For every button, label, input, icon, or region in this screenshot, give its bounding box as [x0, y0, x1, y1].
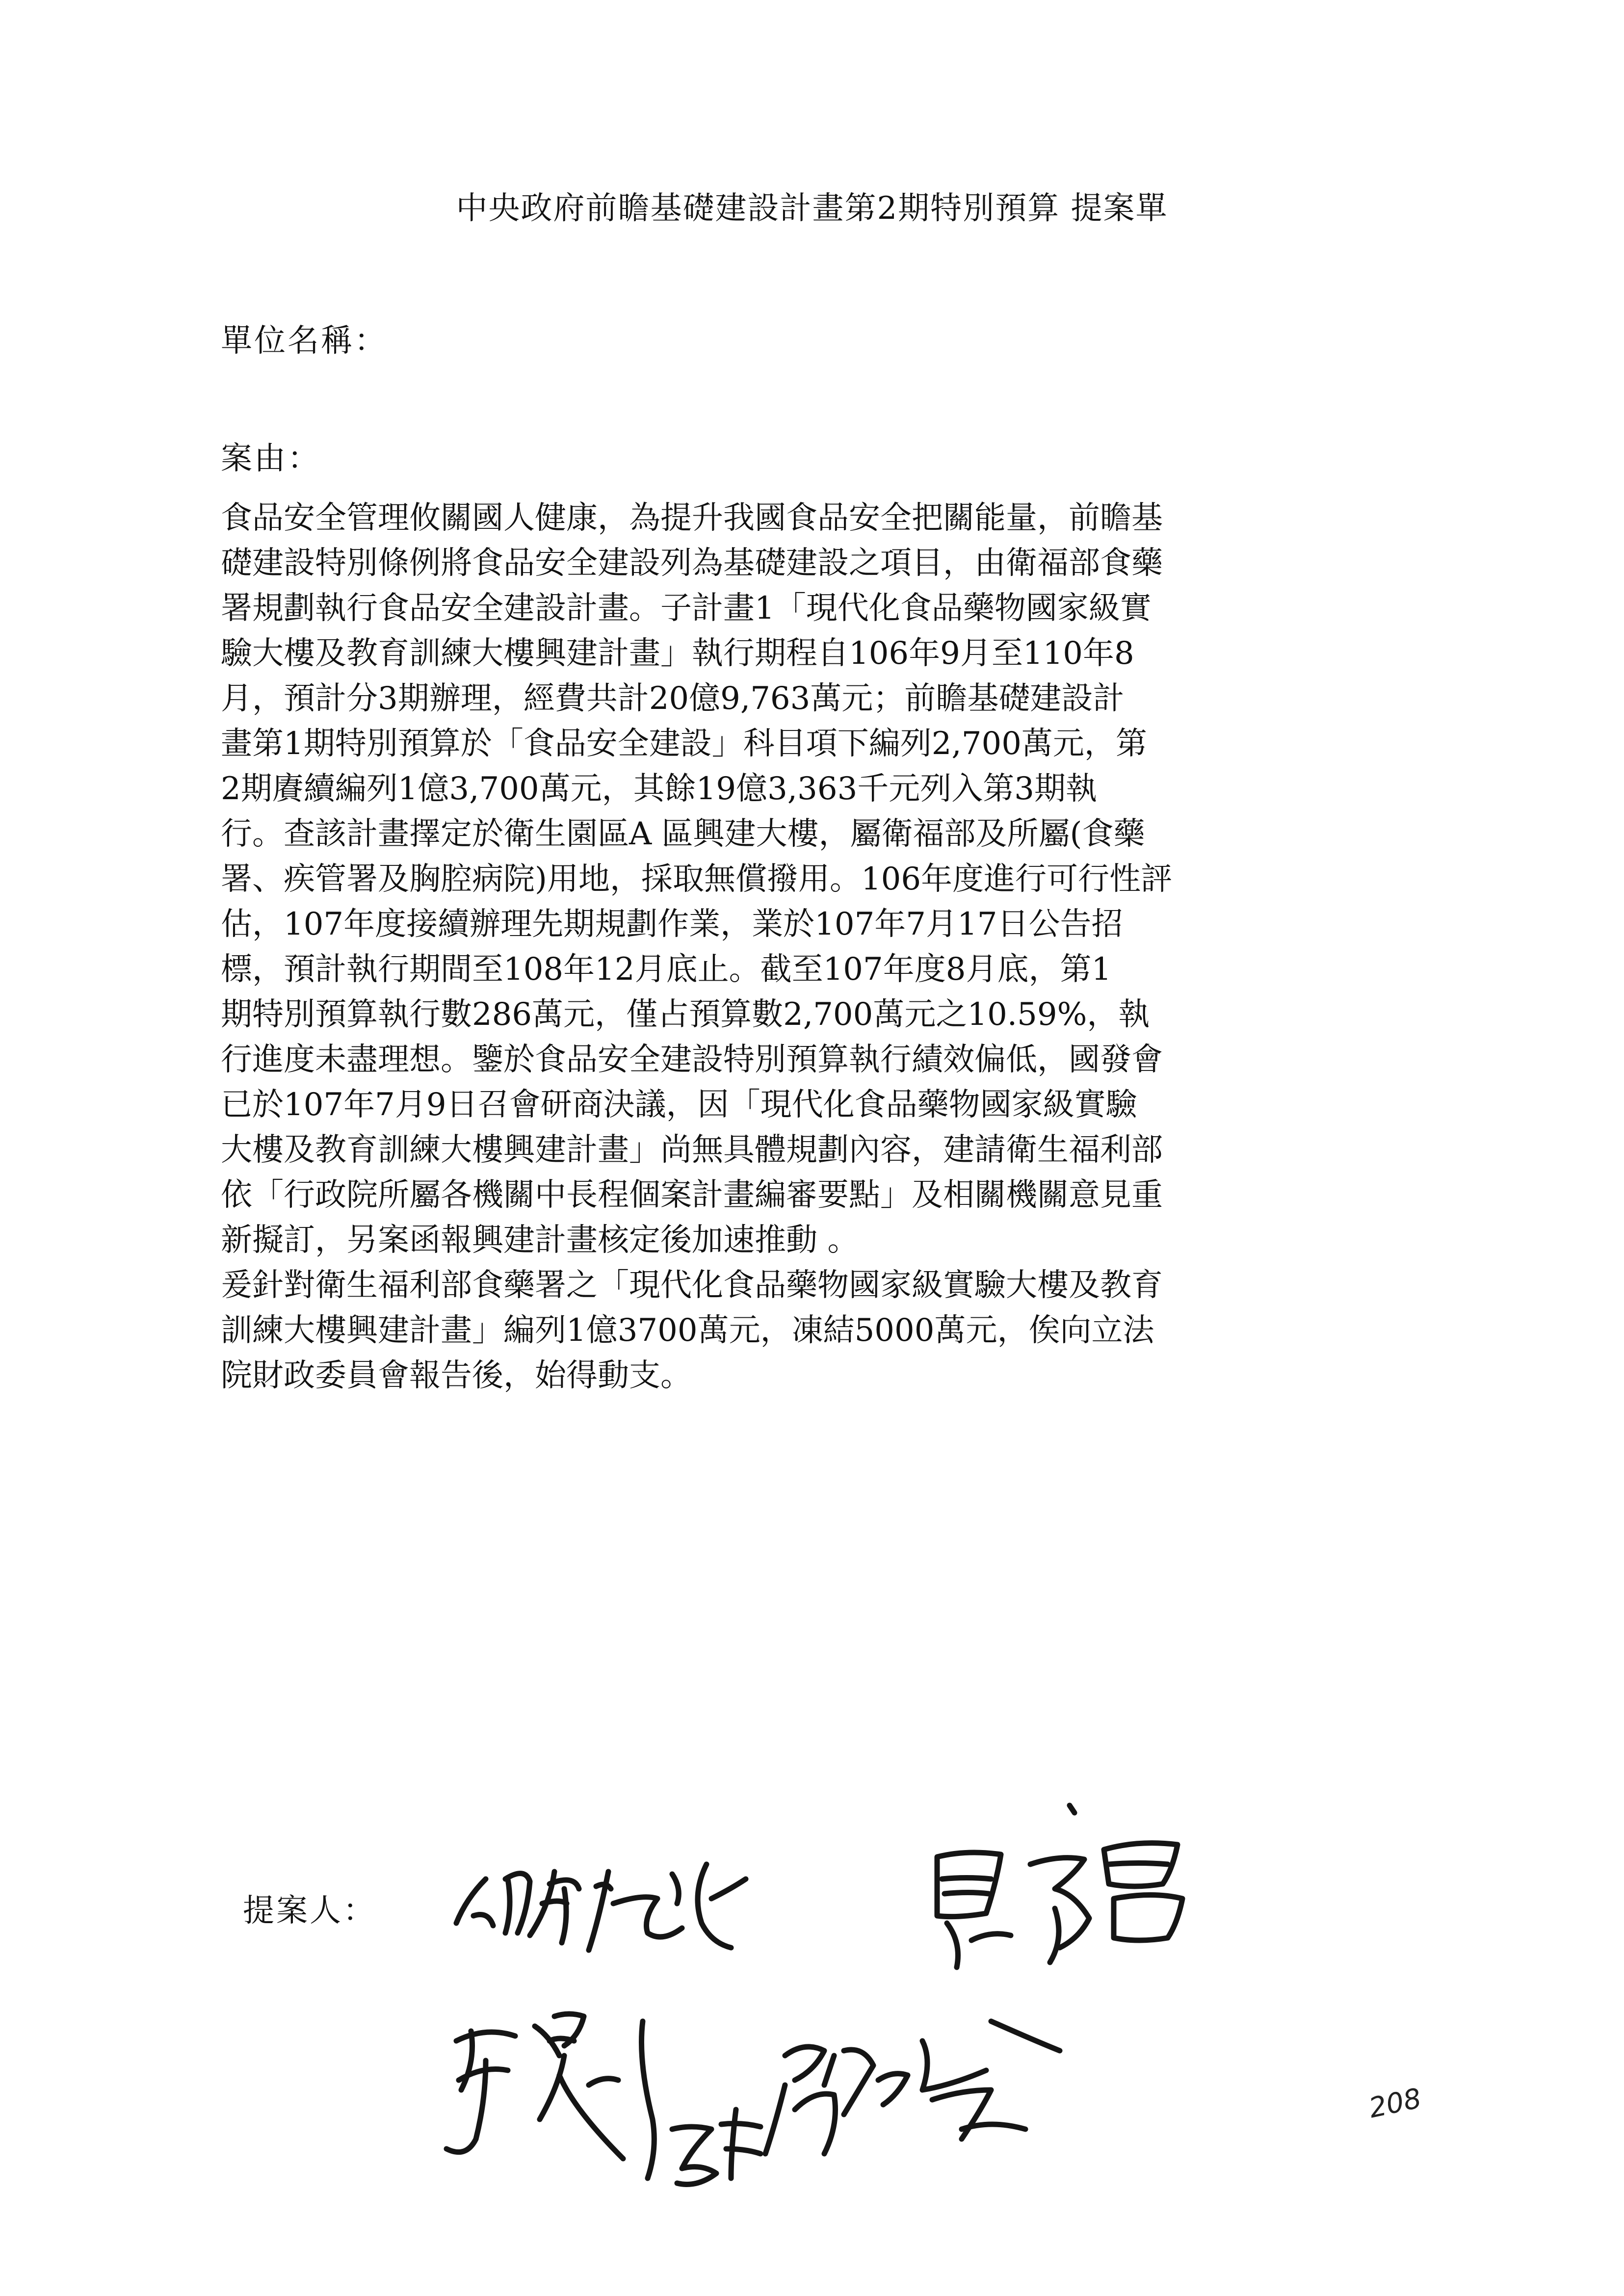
body-line: 署規劃執行食品安全建設計畫。子計畫1「現代化食品藥物國家級實: [221, 590, 1152, 626]
signature-4: [672, 2021, 1060, 2185]
body-line: 月，預計分3期辦理，經費共計20億9,763萬元；前瞻基礎建設計: [221, 680, 1125, 717]
proposer-label: 提案人：: [243, 1893, 376, 1929]
signature-3: [446, 2014, 654, 2178]
body-line: 2期賡續編列1億3,700萬元，其餘19億3,363千元列入第3期執: [221, 771, 1098, 807]
body-line: 爰針對衛生福利部食藥署之「現代化食品藥物國家級實驗大樓及教育: [221, 1267, 1163, 1304]
page-title: 中央政府前瞻基礎建設計畫第2期特別預算 提案單: [456, 190, 1168, 227]
body-line: 標，預計執行期間至108年12月底止。截至107年度8月底，第1: [221, 951, 1112, 988]
body-line: 訓練大樓興建計畫」編列1億3700萬元，凍結5000萬元，俟向立法: [221, 1312, 1154, 1349]
body-line: 畫第1期特別預算於「食品安全建設」科目項下編列2,700萬元，第: [221, 726, 1147, 762]
reason-label: 案由：: [221, 441, 321, 477]
page-number: 208: [1366, 2082, 1424, 2125]
body-line: 院財政委員會報告後，始得動支。: [221, 1357, 692, 1394]
signature-2: [937, 1805, 1182, 1967]
reason-body: [221, 496, 1398, 1398]
body-line: 行進度未盡理想。鑒於食品安全建設特別預算執行績效偏低，國發會: [221, 1042, 1163, 1078]
body-line: 新擬訂，另案函報興建計畫核定後加速推動 。: [221, 1222, 859, 1258]
body-line: 署、疾管署及胸腔病院)用地，採取無償撥用。106年度進行可行性評: [221, 861, 1173, 897]
body-line: 依「行政院所屬各機關中長程個案計畫編審要點」及相關機關意見重: [221, 1177, 1163, 1213]
body-line: 驗大樓及教育訓練大樓興建計畫」執行期程自106年9月至110年8: [221, 635, 1134, 672]
body-line: 大樓及教育訓練大樓興建計畫」尚無具體規劃內容，建請衛生福利部: [221, 1132, 1163, 1168]
body-line: 行。查該計畫擇定於衛生園區A 區興建大樓，屬衛福部及所屬(食藥: [221, 816, 1145, 852]
signature-1: [456, 1864, 746, 1950]
body-line: 期特別預算執行數286萬元，僅占預算數2,700萬元之10.59%，執: [221, 996, 1150, 1033]
body-line: 礎建設特別條例將食品安全建設列為基礎建設之項目，由衛福部食藥: [221, 545, 1163, 581]
body-line: 食品安全管理攸關國人健康，為提升我國食品安全把關能量，前瞻基: [221, 500, 1163, 536]
body-line: 估，107年度接續辦理先期規劃作業，業於107年7月17日公告招: [221, 906, 1123, 942]
body-line: 已於107年7月9日召會研商決議，因「現代化食品藥物國家級實驗: [221, 1087, 1137, 1123]
unit-name-label: 單位名稱：: [221, 323, 388, 359]
